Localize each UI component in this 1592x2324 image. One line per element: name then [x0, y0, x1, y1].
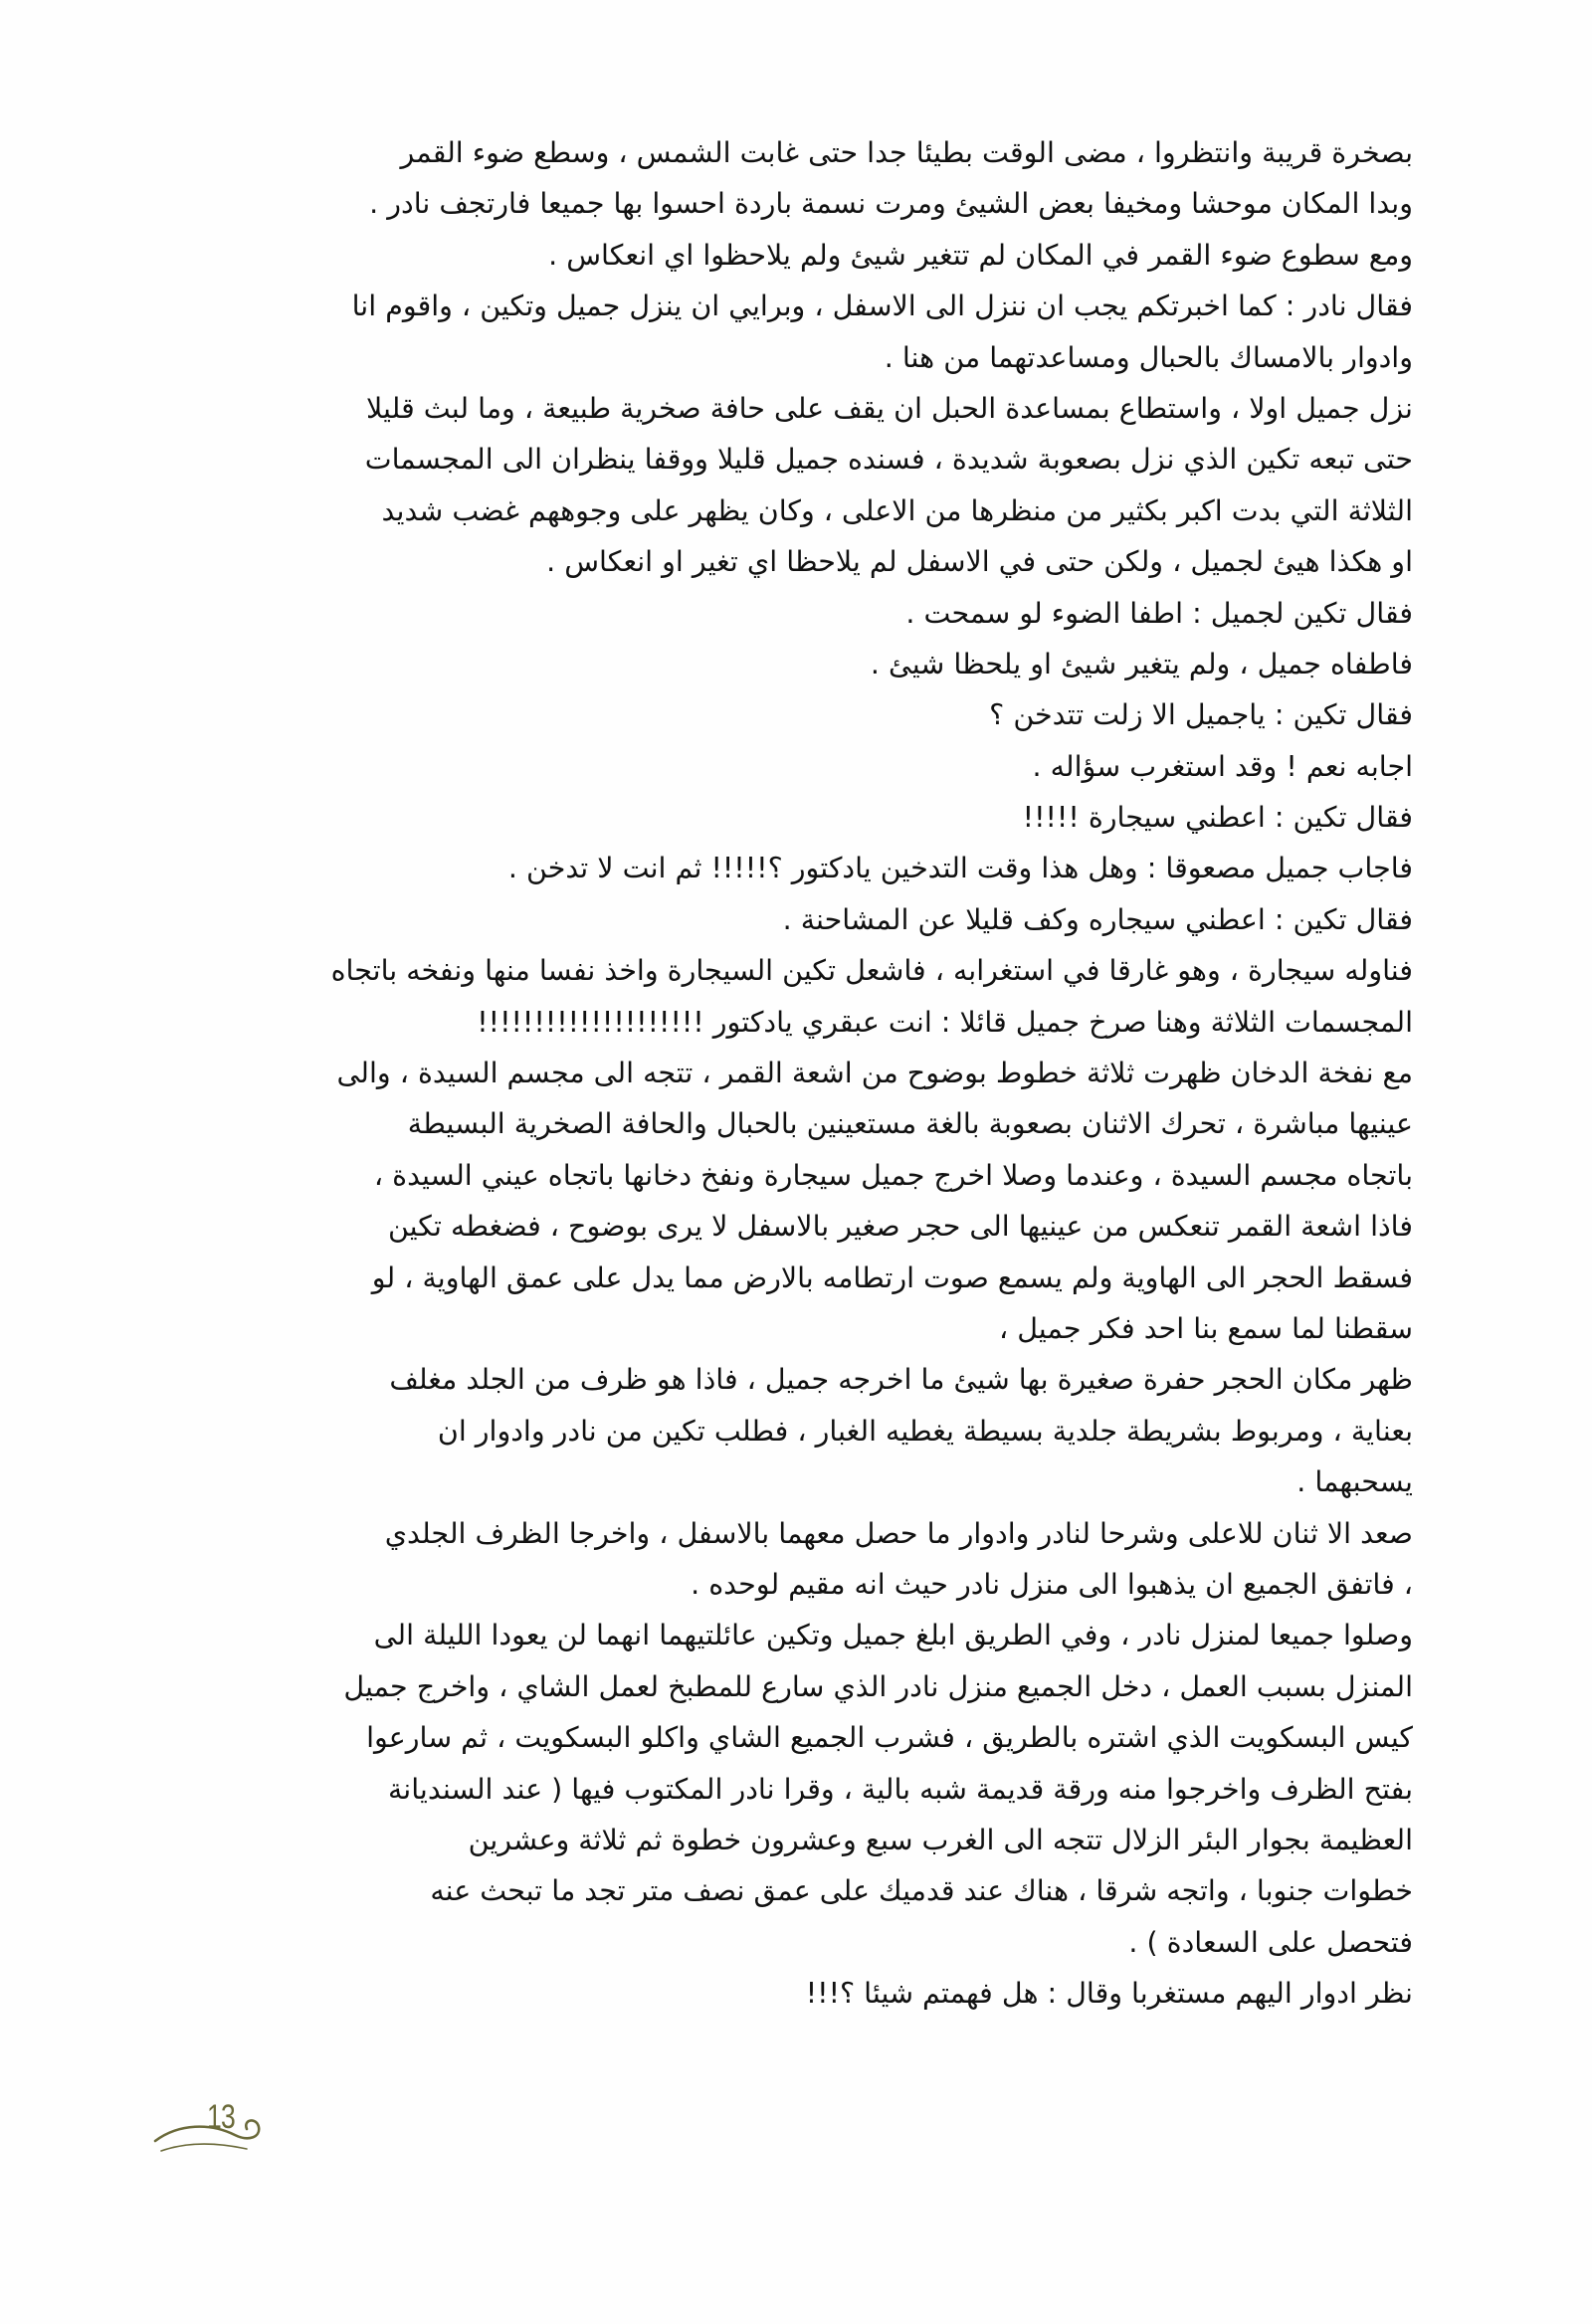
text-line: فاطفاه جميل ، ولم يتغير شيئ او يلحظا شيئ .	[870, 647, 1413, 680]
text-line: فاجاب جميل مصعوقا : وهل هذا وقت التدخين يادكتور ؟!!!!! ثم انت لا تدخن .	[507, 852, 1413, 885]
text-line: فقال تكين : اعطني سيجارة !!!!!	[1022, 801, 1413, 835]
text-line: المجسمات الثلاثة وهنا صرخ جميل قائلا : انت عبقري يادكتور !!!!!!!!!!!!!!!!!!!!	[477, 1005, 1413, 1039]
text-line: فاذا اشعة القمر تنعكس من عينيها الى حجر صغير بالاسفل لا يرى بوضوح ، فضغطه تكين	[387, 1210, 1413, 1244]
text-line: فناوله سيجارة ، وهو غارقا في استغرابه ، فاشعل تكين السيجارة واخذ نفسا منها ونفخه باتجاه	[330, 954, 1413, 988]
text-line: نظر ادوار اليهم مستغربا وقال : هل فهمتم شيئا ؟!!!	[805, 1977, 1413, 2011]
text-line: او هكذا هيئ لجميل ، ولكن حتى في الاسفل لم يلاحظا اي تغير او انعكاس .	[546, 545, 1413, 579]
text-line: حتى تبعه تكين الذي نزل بصعوبة شديدة ، فسنده جميل قليلا ووقفا ينظران الى المجسمات	[364, 443, 1413, 477]
body-text	[239, 127, 1413, 2019]
text-line: فسقط الحجر الى الهاوية ولم يسمع صوت ارتطامه بالارض مما يدل على عمق الهاوية ، لو	[371, 1260, 1413, 1294]
text-line: فقال نادر : كما اخبرتكم يجب ان ننزل الى الاسفل ، وبرايي ان ينزل جميل وتكين ، واقوم انا	[351, 290, 1413, 323]
text-line: باتجاه مجسم السيدة ، وعندما وصلا اخرج جميل سيجارة ونفخ دخانها باتجاه عيني السيدة ،	[373, 1158, 1413, 1192]
page-folio	[149, 2097, 269, 2167]
text-line: المنزل بسبب العمل ، دخل الجميع منزل نادر الذي سارع للمطبخ لعمل الشاي ، واخرج جميل	[343, 1669, 1413, 1703]
text-line: فقال تكين : ياجميل الا زلت تتدخن ؟	[989, 698, 1413, 732]
text-line: خطوات جنوبا ، واتجه شرقا ، هناك عند قدميك على عمق نصف متر تجد ما تبحث عنه	[430, 1874, 1413, 1908]
text-line: بصخرة قريبة وانتظروا ، مضى الوقت بطيئا جدا حتى غابت الشمس ، وسطع ضوء القمر	[400, 136, 1413, 169]
text-line: فقال تكين : اعطني سيجاره وكف قليلا عن المشاحنة .	[782, 902, 1413, 936]
text-line: كيس البسكويت الذي اشتره بالطريق ، فشرب الجميع الشاي واكلو البسكويت ، ثم سارعوا	[366, 1721, 1413, 1755]
text-line: يسحبهما .	[1296, 1465, 1413, 1499]
text-line: العظيمة بجوار البئر الزلال تتجه الى الغرب سبع وعشرون خطوة ثم ثلاثة وعشرين	[468, 1823, 1413, 1856]
text-line: نزل جميل اولا ، واستطاع بمساعدة الحبل ان يقف على حافة صخرية طبيعة ، وما لبث قليلا	[366, 391, 1413, 425]
text-line: وبدا المكان موحشا ومخيفا بعض الشيئ ومرت نسمة باردة احسوا بها جميعا فارتجف نادر .	[369, 187, 1413, 221]
text-line: سقطنا لما سمع بنا احد فكر جميل ،	[998, 1311, 1413, 1345]
text-line: صعد الا ثنان للاعلى وشرحا لنادر وادوار ما حصل معهما بالاسفل ، واخرجا الظرف الجلدي	[384, 1516, 1413, 1550]
text-line: بفتح الظرف واخرجوا منه ورقة قديمة شبه بالية ، وقرا نادر المكتوب فيها ( عند السنديانة	[388, 1772, 1413, 1806]
text-line: اجابه نعم ! وقد استغرب سؤاله .	[1032, 749, 1413, 783]
text-line: الثلاثة التي بدت اكبر بكثير من منظرها من الاعلى ، وكان يظهر على وجوههم غضب شديد	[381, 493, 1413, 527]
text-line: وصلوا جميعا لمنزل نادر ، وفي الطريق ابلغ جميل وتكين عائلتيهما انهما لن يعودا الليلة الى	[373, 1619, 1413, 1652]
text-line: فتحصل على السعادة ) .	[1128, 1925, 1413, 1959]
text-line: عينيها مباشرة ، تحرك الاثنان بصعوبة بالغة مستعينين بالحبال والحافة الصخرية البسيطة	[407, 1107, 1413, 1141]
text-line: بعناية ، ومربوط بشريطة جلدية بسيطة يغطيه الغبار ، فطلب تكين من نادر وادوار ان	[437, 1414, 1413, 1448]
text-line: ، فاتفق الجميع ان يذهبوا الى منزل نادر حيث انه مقيم لوحده .	[691, 1567, 1413, 1601]
text-line: ظهر مكان الحجر حفرة صغيرة بها شيئ ما اخرجه جميل ، فاذا هو ظرف من الجلد مغلف	[389, 1363, 1413, 1397]
text-line: فقال تكين لجميل : اطفا الضوء لو سمحت .	[905, 596, 1413, 630]
text-line: مع نفخة الدخان ظهرت ثلاثة خطوط بوضوح من اشعة القمر ، تتجه الى مجسم السيدة ، والى	[336, 1057, 1413, 1090]
text-line: وادوار بالامساك بالحبال ومساعدتهما من هنا .	[884, 340, 1413, 374]
text-line: ومع سطوع ضوء القمر في المكان لم تتغير شيئ ولم يلاحظوا اي انعكاس .	[548, 238, 1413, 272]
page-number: 13	[207, 2098, 235, 2136]
